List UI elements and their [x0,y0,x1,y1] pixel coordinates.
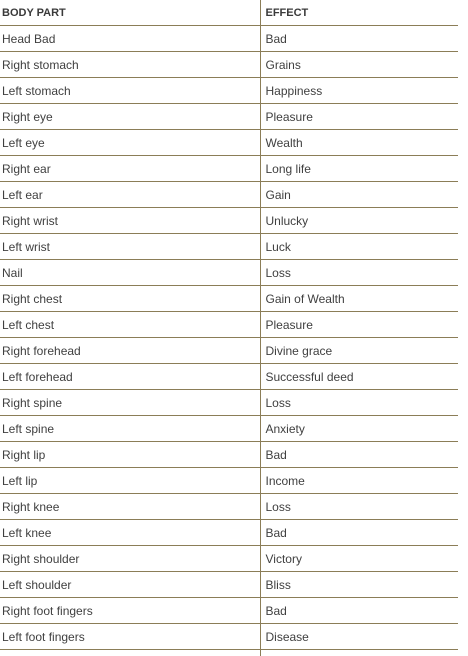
cell-effect: Long life [260,156,458,182]
table-row [0,364,458,390]
cell-body-part: Nail [0,260,260,286]
cell-effect: Anxiety [260,416,458,442]
cell-effect: Bad [260,598,458,624]
table-row [0,104,458,130]
cell-effect: Victory [260,546,458,572]
cell-body-part: Right wrist [0,208,260,234]
table-row [0,52,458,78]
cell-body-part: Left spine [0,416,260,442]
cell-body-part: Left eye [0,130,260,156]
cell-effect: Loss [260,390,458,416]
cell-effect: Gain [260,182,458,208]
cell-effect: Pleasure [260,104,458,130]
table-row [0,442,458,468]
table-row [0,130,458,156]
table-row [0,650,458,656]
table-row [0,520,458,546]
table-row [0,468,458,494]
cell-effect: Divine grace [260,338,458,364]
cell-body-part: Right forehead [0,338,260,364]
cell-effect: Bliss [260,572,458,598]
cell-effect: Wealth [260,130,458,156]
table-row [0,234,458,260]
cell-body-part: Left forehead [0,364,260,390]
table-row [0,624,458,650]
cell-body-part: Left foot fingers [0,624,260,650]
table-row [0,208,458,234]
cell-body-part: Left ear [0,182,260,208]
cell-body-part: Left wrist [0,234,260,260]
cell-body-part: Left lip [0,468,260,494]
cell-effect: Pleasure [260,312,458,338]
cell-body-part [0,650,260,656]
table-row [0,182,458,208]
cell-body-part: Head Bad [0,26,260,52]
cell-effect: Luck [260,234,458,260]
cell-body-part: Right ear [0,156,260,182]
table-row [0,260,458,286]
table-row [0,598,458,624]
cell-body-part: Right eye [0,104,260,130]
cell-effect [260,650,458,656]
cell-body-part: Right foot fingers [0,598,260,624]
cell-body-part: Right chest [0,286,260,312]
table-header-row [0,0,458,26]
cell-body-part: Left chest [0,312,260,338]
cell-effect: Disease [260,624,458,650]
table-row [0,156,458,182]
table-row [0,546,458,572]
table-row [0,494,458,520]
table-row [0,26,458,52]
table-row [0,416,458,442]
cell-body-part: Right shoulder [0,546,260,572]
cell-effect: Gain of Wealth [260,286,458,312]
cell-body-part: Left knee [0,520,260,546]
table-row [0,338,458,364]
cell-body-part: Left shoulder [0,572,260,598]
cell-effect: Grains [260,52,458,78]
table-body [0,26,458,656]
cell-body-part: Right knee [0,494,260,520]
header-effect: EFFECT [260,0,458,26]
cell-effect: Successful deed [260,364,458,390]
table-row [0,78,458,104]
table-row [0,390,458,416]
cell-effect: Loss [260,260,458,286]
table-row [0,572,458,598]
cell-effect: Unlucky [260,208,458,234]
cell-effect: Income [260,468,458,494]
cell-effect: Bad [260,26,458,52]
table-row [0,312,458,338]
cell-effect: Bad [260,442,458,468]
table-row [0,286,458,312]
cell-body-part: Left stomach [0,78,260,104]
cell-body-part: Right lip [0,442,260,468]
cell-body-part: Right stomach [0,52,260,78]
cell-body-part: Right spine [0,390,260,416]
header-body-part: BODY PART [0,0,260,26]
cell-effect: Bad [260,520,458,546]
cell-effect: Loss [260,494,458,520]
cell-effect: Happiness [260,78,458,104]
